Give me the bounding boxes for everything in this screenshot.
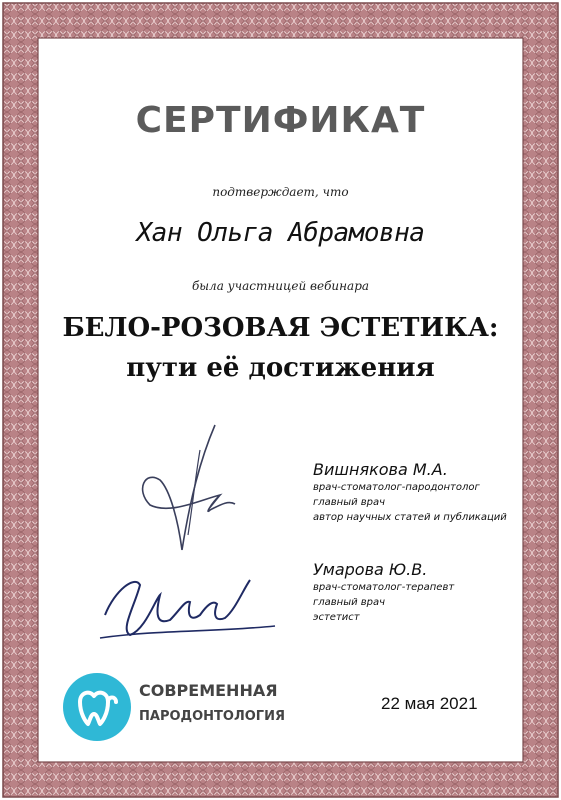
signer-2-role-1: врач-стоматолог-терапевт [313, 582, 455, 593]
webinar-title [0, 308, 561, 388]
signature-2-image [95, 560, 285, 650]
signer-2-role-2: главный врач [313, 597, 386, 608]
signer-1-role-1: врач-стоматолог-пародонтолог [313, 482, 480, 493]
participation-text: была участницей вебинара [191, 279, 370, 293]
webinar-title-line2: пути её достижения [126, 353, 435, 383]
webinar-title-line1: БЕЛО-РОЗОВАЯ ЭСТЕТИКА: [62, 313, 499, 343]
signer-2-role-3: эстетист [313, 612, 360, 623]
certificate-date: 22 мая 2021 [381, 694, 478, 713]
organizer-name-line2: ПАРОДОНТОЛОГИЯ [139, 709, 285, 724]
signer-1-role-3: автор научных статей и публикаций [313, 512, 507, 523]
recipient-name: Хан Ольга Абрамовна [136, 218, 425, 248]
signer-1-role-2: главный врач [313, 497, 386, 508]
signer-1-name: Вишнякова М.А. [313, 460, 448, 479]
tooth-logo-icon [62, 672, 132, 742]
organizer-name-line1: СОВРЕМЕННАЯ [139, 681, 278, 700]
signature-1-image [120, 420, 250, 560]
signer-2-name: Умарова Ю.В. [313, 560, 428, 579]
certificate-title: СЕРТИФИКАТ [135, 100, 426, 141]
signer-1 [313, 460, 507, 525]
signer-2 [313, 560, 454, 625]
confirms-text: подтверждает, что [212, 185, 349, 199]
